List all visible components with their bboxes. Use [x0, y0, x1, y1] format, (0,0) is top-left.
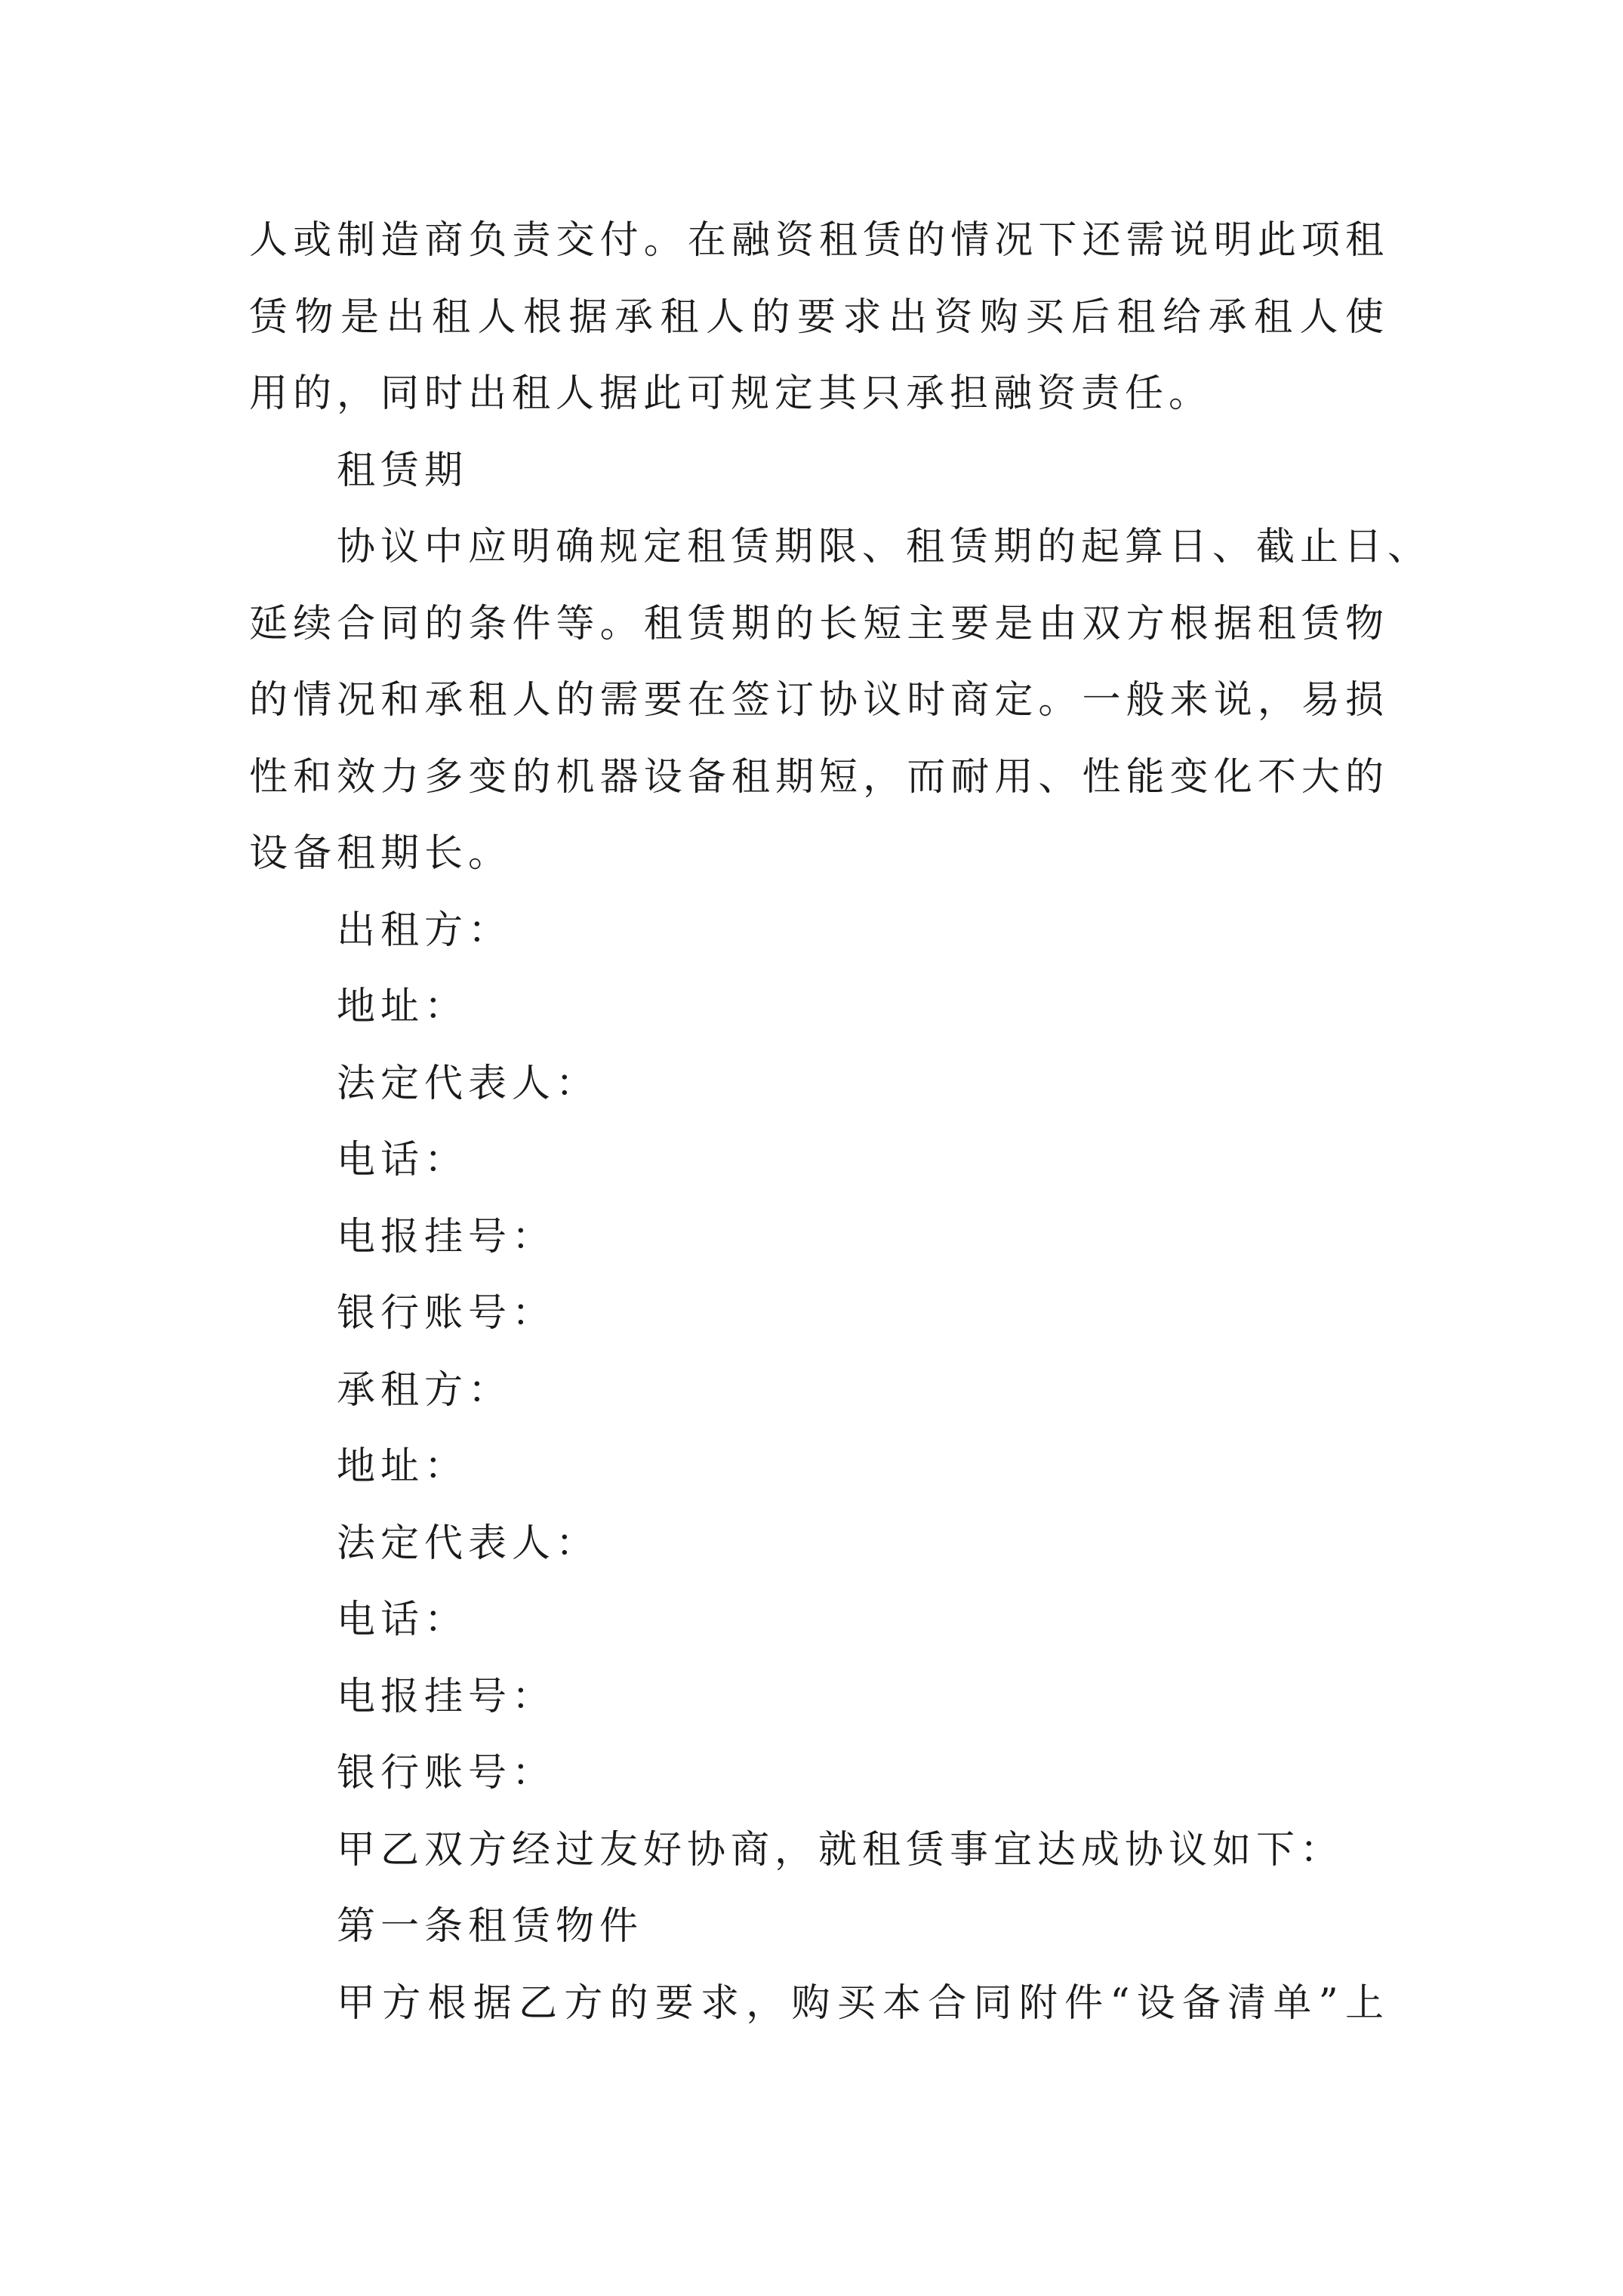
lessee-address-label: 地址： [337, 1444, 469, 1489]
lessee-phone-label: 电话： [337, 1598, 469, 1642]
lessee-bank-account-label: 银行账号： [337, 1751, 556, 1795]
paragraph-line: 甲方根据乙方的要求，购买本合同附件“设备清单”上 [337, 1980, 1389, 2026]
paragraph-line: 用的，同时出租人据此可规定其只承担融资责任。 [249, 371, 1213, 416]
article-one-heading: 第一条租赁物件 [337, 1904, 644, 1949]
lessor-legal-rep-label: 法定代表人： [337, 1061, 600, 1106]
lessor-phone-label: 电话： [337, 1138, 469, 1182]
section-heading-lease-term: 租赁期 [337, 448, 469, 493]
paragraph-line: 的情况和承租人的需要在签订协议时商定。一般来说，易损 [249, 678, 1389, 723]
lessor-cable-label: 电报挂号： [337, 1214, 556, 1259]
paragraph-line: 协议中应明确规定租赁期限、租赁期的起算日、截止日、 [337, 525, 1432, 569]
paragraph-line: 延续合同的条件等。租赁期的长短主要是由双方根据租赁物 [249, 601, 1389, 646]
lessee-cable-label: 电报挂号： [337, 1674, 556, 1719]
lessee-legal-rep-label: 法定代表人： [337, 1521, 600, 1566]
paragraph-line: 赁物是出租人根据承租人的要求出资购买后租给承租人使 [249, 294, 1389, 340]
paragraph-line: 人或制造商负责交付。在融资租赁的情况下还需说明此项租 [249, 218, 1389, 263]
lessee-label: 承租方： [337, 1367, 513, 1413]
lessor-address-label: 地址： [337, 985, 469, 1029]
lessor-bank-account-label: 银行账号： [337, 1291, 556, 1336]
agreement-intro: 甲乙双方经过友好协商，就租赁事宜达成协议如下： [337, 1827, 1344, 1872]
document-body [249, 202, 1432, 2042]
paragraph-line: 设备租期长。 [249, 831, 513, 876]
paragraph-line: 性和效力多变的机器设备租期短，而耐用、性能变化不大的 [249, 754, 1389, 800]
lessor-label: 出租方： [337, 908, 513, 953]
